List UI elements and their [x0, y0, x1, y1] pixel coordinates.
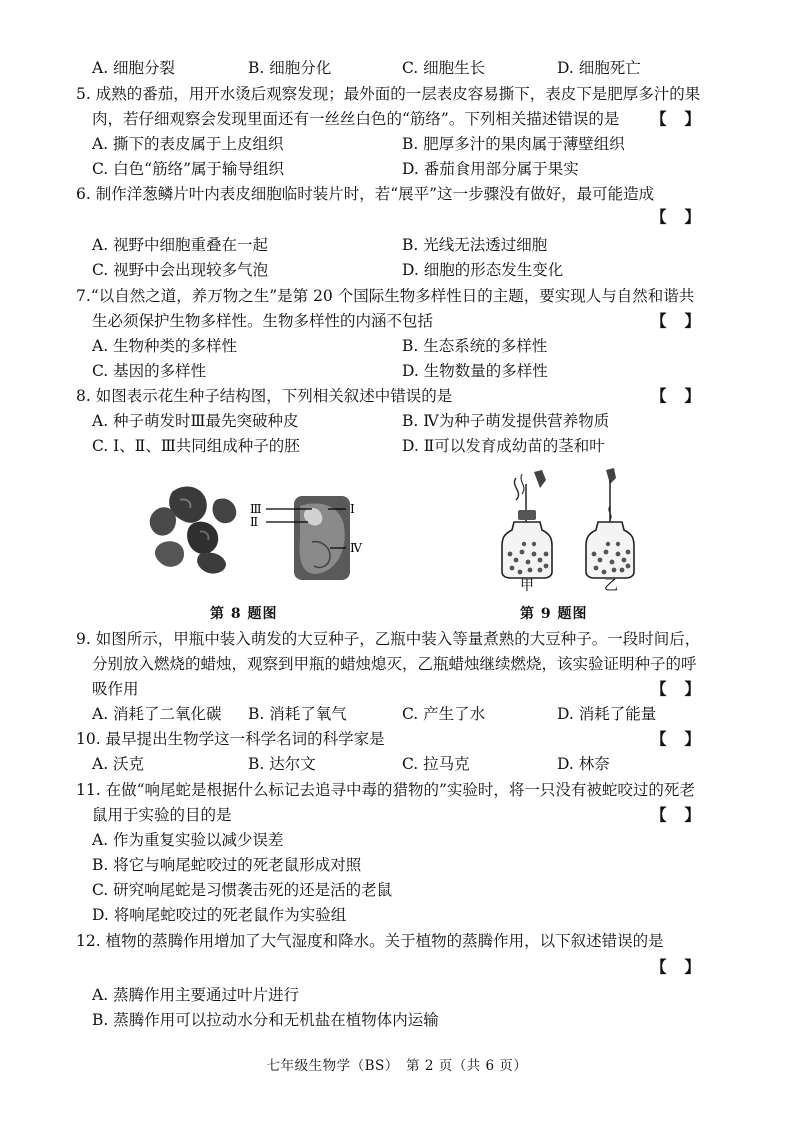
q4-option-b: B. 细胞分化 — [248, 59, 332, 77]
q7-option-d: D. 生物数量的多样性 — [402, 362, 548, 380]
label-i: Ⅰ — [350, 502, 355, 516]
q6-option-a: A. 视野中细胞重叠在一起 — [92, 236, 269, 254]
q7-stem-line-1: 7.“以自然之道，养万物之生”是第 20 个国际生物多样性日的主题，要实现人与自然和谐共 — [76, 287, 695, 305]
label-iii: Ⅲ — [250, 502, 262, 516]
q10-answer-bracket: 【】 — [650, 729, 718, 748]
q9-option-d: D. 消耗了能量 — [557, 705, 657, 723]
q6-option-d: D. 细胞的形态发生变化 — [402, 261, 564, 279]
q8-answer-bracket: 【】 — [650, 386, 718, 405]
q5-stem-line-2: 肉，若仔细观察会发现里面还有一丝丝白色的“筋络”。下列相关描述错误的是 — [92, 110, 620, 128]
whole-peanut-seeds — [150, 486, 237, 573]
q6-answer-bracket: 【】 — [650, 207, 718, 226]
q11-stem-line-2: 鼠用于实验的目的是 — [92, 806, 232, 824]
q11-option-b: B. 将它与响尾蛇咬过的死老鼠形成对照 — [92, 856, 362, 874]
q7-stem-line-2: 生必须保护生物多样性。生物多样性的内涵不包括 — [92, 312, 434, 330]
q5-option-b: B. 肥厚多汁的果肉属于薄壁组织 — [402, 135, 625, 153]
q5-stem-line-1: 5. 成熟的番茄，用开水烫后观察发现；最外面的一层表皮容易撕下，表皮下是肥厚多汁的果 — [76, 85, 701, 103]
q5-option-d: D. 番茄食用部分属于果实 — [402, 160, 579, 178]
smoke-icon — [514, 478, 518, 500]
q7-option-b: B. 生态系统的多样性 — [402, 337, 548, 355]
q11-answer-bracket: 【】 — [650, 805, 718, 824]
q10-option-d: D. 林奈 — [557, 755, 610, 773]
bottle-jia — [502, 470, 552, 578]
q10-stem-line-1: 10. 最早提出生物学这一科学名词的科学家是 — [76, 730, 385, 748]
q6-option-c: C. 视野中会出现较多气泡 — [92, 261, 269, 279]
q4-option-d: D. 细胞死亡 — [557, 59, 641, 77]
q10-option-a: A. 沃克 — [92, 755, 145, 773]
q7-answer-bracket: 【】 — [650, 311, 718, 330]
q9-option-c: C. 产生了水 — [402, 705, 486, 723]
q9-option-a: A. 消耗了二氧化碳 — [92, 705, 222, 723]
q12-answer-bracket: 【】 — [650, 957, 718, 976]
q4-option-c: C. 细胞生长 — [402, 59, 486, 77]
label-iv: Ⅳ — [350, 541, 362, 555]
q8-option-d: D. Ⅱ可以发育成幼苗的茎和叶 — [402, 437, 605, 455]
q12-option-a: A. 蒸腾作用主要通过叶片进行 — [92, 986, 300, 1004]
q7-option-a: A. 生物种类的多样性 — [92, 337, 238, 355]
q5-answer-bracket: 【】 — [650, 109, 718, 128]
q8-option-c: C. Ⅰ、Ⅱ、Ⅲ共同组成种子的胚 — [92, 437, 300, 455]
peanut-seed-figure — [140, 470, 380, 582]
hand-icon — [606, 468, 616, 484]
flame-icon — [609, 506, 611, 520]
q11-option-a: A. 作为重复实验以减少误差 — [92, 831, 284, 849]
q11-option-c: C. 研究响尾蛇是习惯袭击死的还是活的老鼠 — [92, 881, 393, 899]
q5-option-a: A. 撕下的表皮属于上皮组织 — [92, 135, 284, 153]
q9-stem-line-1: 9. 如图所示，甲瓶中装入萌发的大豆种子，乙瓶中装入等量煮熟的大豆种子。一段时间后， — [76, 630, 701, 648]
label-ii: Ⅱ — [250, 515, 259, 529]
label-jia: 甲 — [520, 578, 534, 592]
bottle-yi — [586, 468, 634, 578]
q7-option-c: C. 基因的多样性 — [92, 362, 207, 380]
q9-option-b: B. 消耗了氧气 — [248, 705, 347, 723]
figure-8-caption: 第 8 题图 — [210, 606, 278, 622]
q9-answer-bracket: 【】 — [650, 679, 718, 698]
q6-option-b: B. 光线无法透过细胞 — [402, 236, 548, 254]
q9-stem-line-3: 吸作用 — [92, 680, 139, 698]
q8-option-a: A. 种子萌发时Ⅲ最先突破种皮 — [92, 412, 299, 430]
q8-stem-line-1: 8. 如图表示花生种子结构图，下列相关叙述中错误的是 — [76, 387, 453, 405]
seed-respiration-figure — [496, 466, 646, 592]
q11-stem-line-1: 11. 在做“响尾蛇是根据什么标记去追寻中毒的猎物的”实验时，将一只没有被蛇咬过的死老 — [76, 781, 695, 799]
q10-option-b: B. 达尔文 — [248, 755, 316, 773]
q12-stem-line-1: 12. 植物的蒸腾作用增加了大气湿度和降水。关于植物的蒸腾作用，以下叙述错误的是 — [76, 932, 664, 950]
q6-stem-line-1: 6. 制作洋葱鳞片叶内表皮细胞临时装片时，若“展平”这一步骤没有做好，最可能造成 — [76, 185, 655, 203]
label-yi: 乙 — [604, 578, 618, 592]
page-footer: 七年级生物学（BS） 第 2 页（共 6 页） — [266, 1058, 528, 1074]
q10-option-c: C. 拉马克 — [402, 755, 470, 773]
figure-9-caption: 第 9 题图 — [520, 606, 588, 622]
q11-option-d: D. 将响尾蛇咬过的死老鼠作为实验组 — [92, 906, 347, 924]
q8-option-b: B. Ⅳ为种子萌发提供营养物质 — [402, 412, 610, 430]
hand-icon — [534, 470, 546, 488]
q5-option-c: C. 白色“筋络”属于输导组织 — [92, 160, 285, 178]
q4-option-a: A. 细胞分裂 — [92, 59, 176, 77]
q12-option-b: B. 蒸腾作用可以拉动水分和无机盐在植物体内运输 — [92, 1011, 439, 1029]
q9-stem-line-2: 分别放入燃烧的蜡烛，观察到甲瓶的蜡烛熄灭，乙瓶蜡烛继续燃烧，该实验证明种子的呼 — [92, 655, 697, 673]
